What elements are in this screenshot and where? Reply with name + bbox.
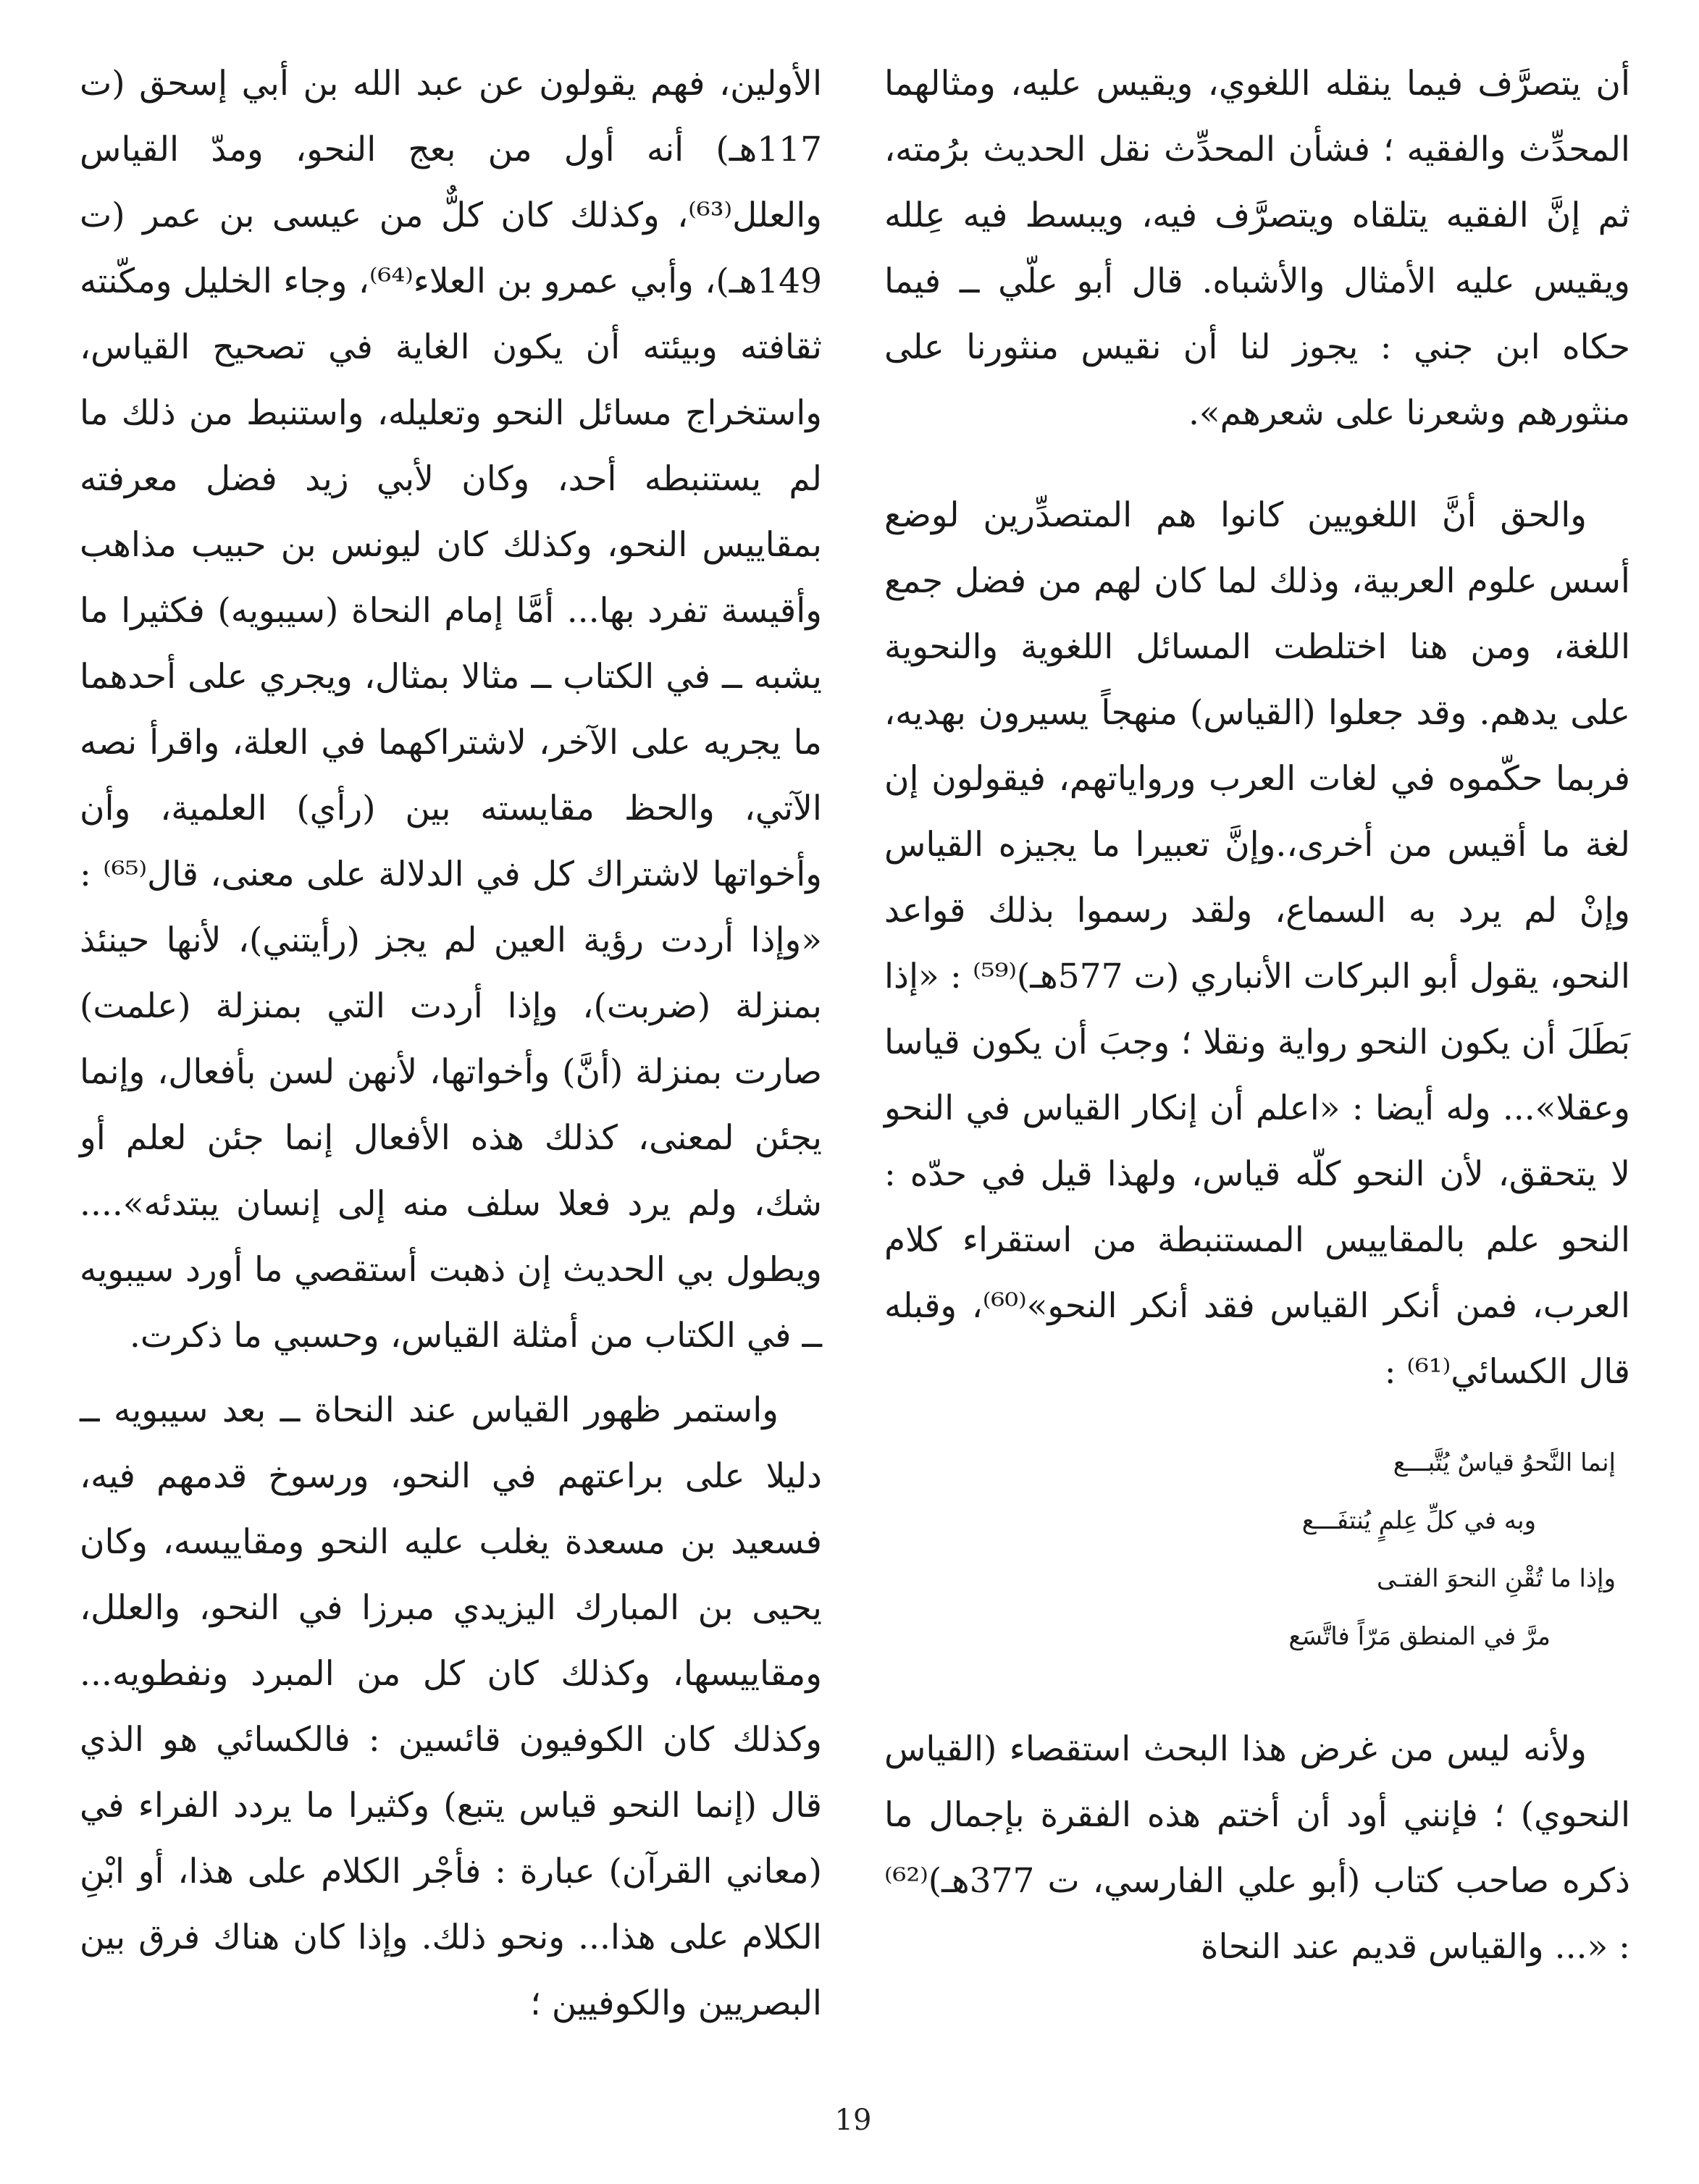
poem-line: وإذا ما تُقْنِ النحوَ الفتـى: [1377, 1564, 1616, 1593]
paragraph: أن يتصرَّف فيما ينقله اللغوي، ويقيس عليه، ومثالهما المحدِّث والفقيه ؛ فشأن المحدِّث نقل الحديث برُمته، ثم إنَّ الفقيه يتلقاه ويتصرَّف فيه، ويبسط فيه عِلله ويقيس عليه الأمثال والأشباه. قال أبو علّي ــ فيما حكاه ابن جني : يجوز لنا أن نقيس منثورنا على منثورهم وشعرنا على شعرهم».: [884, 64, 1630, 433]
paragraph: والحق أنَّ اللغويين كانوا هم المتصدِّرين لوضع أسس علوم العربية، وذلك لما كان لهم من فضل جمع اللغة، ومن هنا اختلطت المسائل اللغوية والنحوية على يدهم. وقد جعلوا (القياس) منهجاً يسيرون بهديه، فربما حكّموه في لغات العرب ورواياتهم، فيقولون إن لغة ما أقيس من أخرى،.وإنَّ تعبيرا ما يجيزه القياس وإنْ لم يرد به السماع، ولقد رسموا بذلك قواعد النحو، يقول أبو البركات الأنباري (ت 577هـ)⁽⁵⁹⁾ : «إذا بَطَلَ أن يكون النحو رواية ونقلا ؛ وجبَ أن يكون قياسا وعقلا»... وله أيضا : «اعلم أن إنكار القياس في النحو لا يتحقق، لأن النحو كلّه قياس، ولهذا قيل في حدّه : النحو علم بالمقاييس المستنبطة من استقراء كلام العرب، فمن أنكر القياس فقد أنكر النحو»⁽⁶⁰⁾، وقبله قال الكسائي⁽⁶¹⁾ :: [884, 495, 1630, 1392]
right-column: [884, 51, 1630, 1980]
poem-line: وبه في كلِّ عِلمٍ يُنتفَـــع: [1301, 1506, 1536, 1535]
paragraph: ولأنه ليس من غرض هذا البحث استقصاء (القياس النحوي) ؛ فإنني أود أن أختم هذه الفقرة بإجمال ما ذكره صاحب كتاب (أبو علي الفارسي، ت 377هـ)⁽⁶²⁾ : «... والقياس قديم عند النحاة: [884, 1729, 1630, 1967]
poem-verses: [884, 1434, 1630, 1666]
poem-line: إنما النَّحوُ قياسٌ يُتَّبـــع: [1393, 1448, 1616, 1477]
page-number: 19: [834, 2104, 872, 2137]
poem-line: مرَّ في المنطق مَرّاً فاتَّسَع: [1288, 1622, 1551, 1651]
left-column: [80, 51, 822, 2036]
paragraph: واستمر ظهور القياس عند النحاة ــ بعد سيبويه ــ دليلا على براعتهم في النحو، ورسوخ قدمهم فيه، فسعيد بن مسعدة يغلب عليه النحو ومقاييسه، وكان يحيى بن المبارك اليزيدي مبرزا في النحو، والعلل، ومقاييسها، وكذلك كان كل من المبرد ونفطويه... وكذلك كان الكوفيون قائسين : فالكسائي هو الذي قال (إنما النحو قياس يتبع) وكثيرا ما يردد الفراء في (معاني القرآن) عبارة : فأجْر الكلام على هذا، أو ابْنِ الكلام على هذا... ونحو ذلك. وإذا كان هناك فرق بين البصريين والكوفيين ؛: [80, 1390, 822, 2023]
paragraph: الأولين، فهم يقولون عن عبد الله بن أبي إسحق (ت 117هـ) أنه أول من بعج النحو، ومدّ القياس والعلل⁽⁶³⁾، وكذلك كان كلٌّ من عيسى بن عمر (ت 149هـ)، وأبي عمرو بن العلاء⁽⁶⁴⁾، وجاء الخليل ومكّنته ثقافته وبيئته أن يكون الغاية في تصحيح القياس، واستخراج مسائل النحو وتعليله، واستنبط من ذلك ما لم يستنبطه أحد، وكان لأبي زيد فضل معرفته بمقاييس النحو، وكذلك كان ليونس بن حبيب مذاهب وأقيسة تفرد بها... أمَّا إمام النحاة (سيبويه) فكثيرا ما يشبه ــ في الكتاب ــ مثالا بمثال، ويجري على أحدهما ما يجريه على الآخر، لاشتراكهما في العلة، واقرأ نصه الآتي، والحظ مقايسته بين (رأي) العلمية، وأن وأخواتها لاشتراك كل في الدلالة على معنى، قال⁽⁶⁵⁾ : «وإذا أردت رؤية العين لم يجز (رأيتني)، لأنها حينئذ بمنزلة (ضربت)، وإذا أردت التي بمنزلة (علمت) صارت بمنزلة (أنَّ) وأخواتها، لأنهن لسن بأفعال، وإنما يجئن لمعنى، كذلك هذه الأفعال إنما جئن لعلم أو شك، ولم يرد فعلا سلف منه إلى إنسان يبتدئه».... ويطول بي الحديث إن ذهبت أستقصي ما أورد سيبويه ــ في الكتاب من أمثلة القياس، وحسبي ما ذكرت.: [80, 64, 822, 1356]
